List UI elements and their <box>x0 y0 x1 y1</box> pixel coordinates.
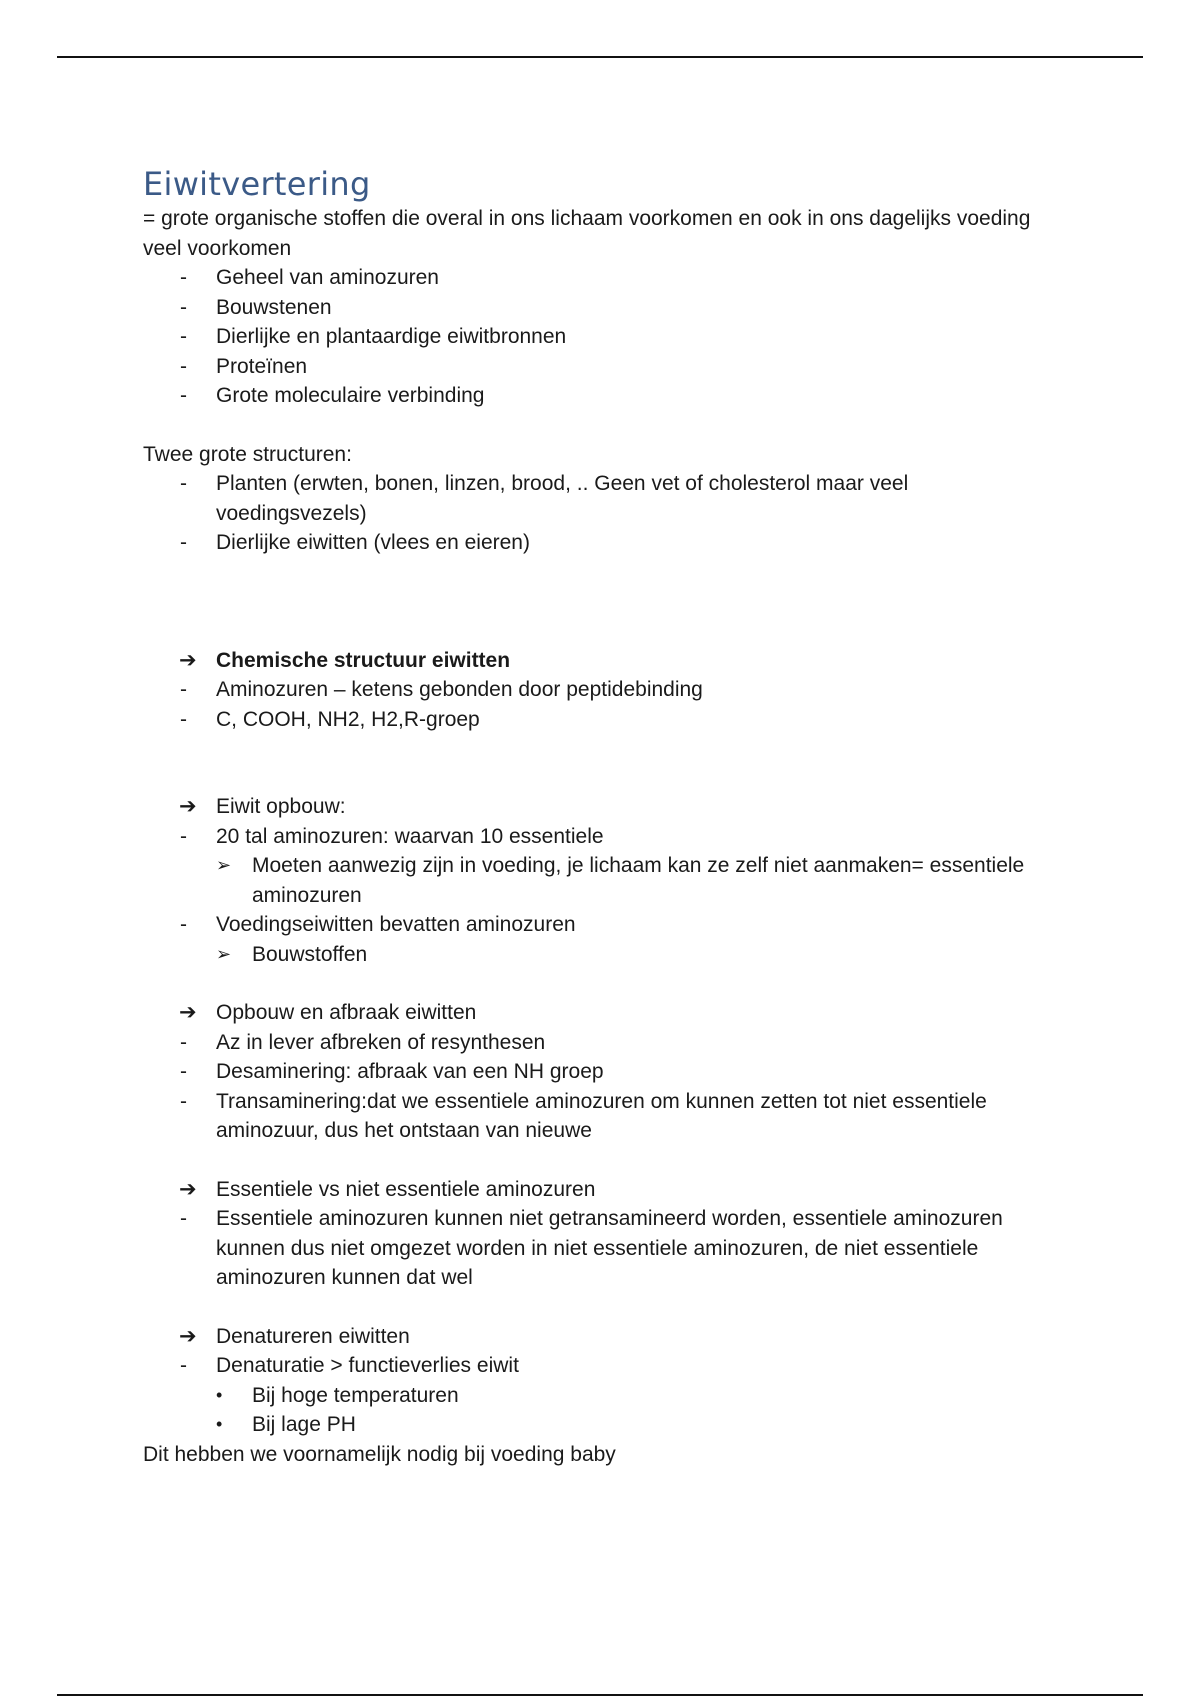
sub-list-item: • Bij hoge temperaturen <box>143 1381 1063 1411</box>
list-item: - Dierlijke en plantaardige eiwitbronnen <box>143 322 1063 352</box>
section-heading-denatureren: ➔ Denatureren eiwitten <box>143 1322 1063 1352</box>
list-item: - Aminozuren – ketens gebonden door peptidebinding <box>143 675 1063 705</box>
list-item: - Voedingseiwitten bevatten aminozuren <box>143 910 1063 940</box>
bullet-icon: • <box>216 1384 223 1405</box>
dash-marker: - <box>180 1089 187 1113</box>
bullet-icon: • <box>216 1414 223 1434</box>
list-item: - Proteïnen <box>143 352 1063 382</box>
section-list <box>143 675 1063 734</box>
list-item: - Transaminering:dat we essentiele aminozuren om kunnen zetten tot niet essentiele aminozuur, dus het ontstaan van nieuwe <box>143 1087 1063 1146</box>
list-item: - Az in lever afbreken of resynthesen <box>143 1028 1063 1058</box>
dash-marker: - <box>180 707 187 731</box>
chevron-icon: ➢ <box>216 855 232 875</box>
section-heading-chemische-structuur: ➔ Chemische structuur eiwitten <box>143 646 1063 676</box>
arrow-icon: ➔ <box>179 795 197 818</box>
dash-marker: - <box>180 472 187 495</box>
dash-marker: - <box>180 1030 187 1054</box>
dash-marker: - <box>180 266 187 289</box>
closing-text: Dit hebben we voornamelijk nodig bij voeding baby <box>143 1442 616 1466</box>
arrow-icon: ➔ <box>179 1177 197 1201</box>
dash-marker: - <box>180 913 187 936</box>
chevron-icon: ➢ <box>216 943 232 964</box>
intro-text: = grote organische stoffen die overal in ons lichaam voorkomen en ook in ons dagelijks voeding veel voorkomen <box>143 207 1031 260</box>
dash-marker: - <box>180 325 187 348</box>
section-heading-opbouw-afbraak: ➔ Opbouw en afbraak eiwitten <box>143 998 1063 1028</box>
list-item: - Planten (erwten, bonen, linzen, brood, .. Geen vet of cholesterol maar veel voedingsvezels) <box>143 469 1063 528</box>
section-heading-eiwit-opbouw: ➔ Eiwit opbouw: <box>143 792 1063 822</box>
section-list <box>143 1351 1063 1440</box>
dash-marker: - <box>180 1060 187 1083</box>
list-item: - Desaminering: afbraak van een NH groep <box>143 1057 1063 1087</box>
sub-list-item: • Bij lage PH <box>143 1410 1063 1440</box>
dash-marker: - <box>180 678 187 701</box>
arrow-icon: ➔ <box>179 1001 197 1024</box>
page-title: Eiwitvertering <box>143 165 371 203</box>
section-list <box>143 1204 1063 1293</box>
list-item: - Denaturatie > functieverlies eiwit <box>143 1351 1063 1381</box>
sub-list-item: ➢ Moeten aanwezig zijn in voeding, je lichaam kan ze zelf niet aanmaken= essentiele aminozuren <box>143 851 1063 910</box>
intro-list <box>143 263 1063 411</box>
dash-marker: - <box>180 384 187 407</box>
list-item: - C, COOH, NH2, H2,R-groep <box>143 705 1063 735</box>
dash-marker: - <box>180 295 187 319</box>
section-heading-essentiele: ➔ Essentiele vs niet essentiele aminozuren <box>143 1175 1063 1205</box>
list-item: - Grote moleculaire verbinding <box>143 381 1063 411</box>
arrow-icon: ➔ <box>179 1324 197 1348</box>
structures-list <box>143 469 1063 558</box>
dash-marker: - <box>180 1354 187 1377</box>
dash-marker: - <box>180 1207 187 1230</box>
list-item: - Bouwstenen <box>143 293 1063 323</box>
dash-marker: - <box>180 824 187 848</box>
list-item: - Geheel van aminozuren <box>143 263 1063 293</box>
section-list <box>143 822 1063 970</box>
dash-marker: - <box>180 354 187 378</box>
list-item: - Essentiele aminozuren kunnen niet getransamineerd worden, essentiele aminozuren kunnen dus niet omgezet worden in niet essentiele aminozuren, de niet essentiele aminozuren kunnen dat wel <box>143 1204 1063 1293</box>
structures-heading: Twee grote structuren: <box>143 442 352 466</box>
footer-rule <box>57 1694 1143 1696</box>
dash-marker: - <box>180 531 187 554</box>
list-item: - 20 tal aminozuren: waarvan 10 essentiele <box>143 822 1063 852</box>
list-item: - Dierlijke eiwitten (vlees en eieren) <box>143 528 1063 558</box>
document-body <box>143 164 1063 1469</box>
sub-list-item: ➢ Bouwstoffen <box>143 940 1063 970</box>
section-list <box>143 1028 1063 1146</box>
header-rule <box>57 56 1143 58</box>
arrow-icon: ➔ <box>179 648 197 672</box>
